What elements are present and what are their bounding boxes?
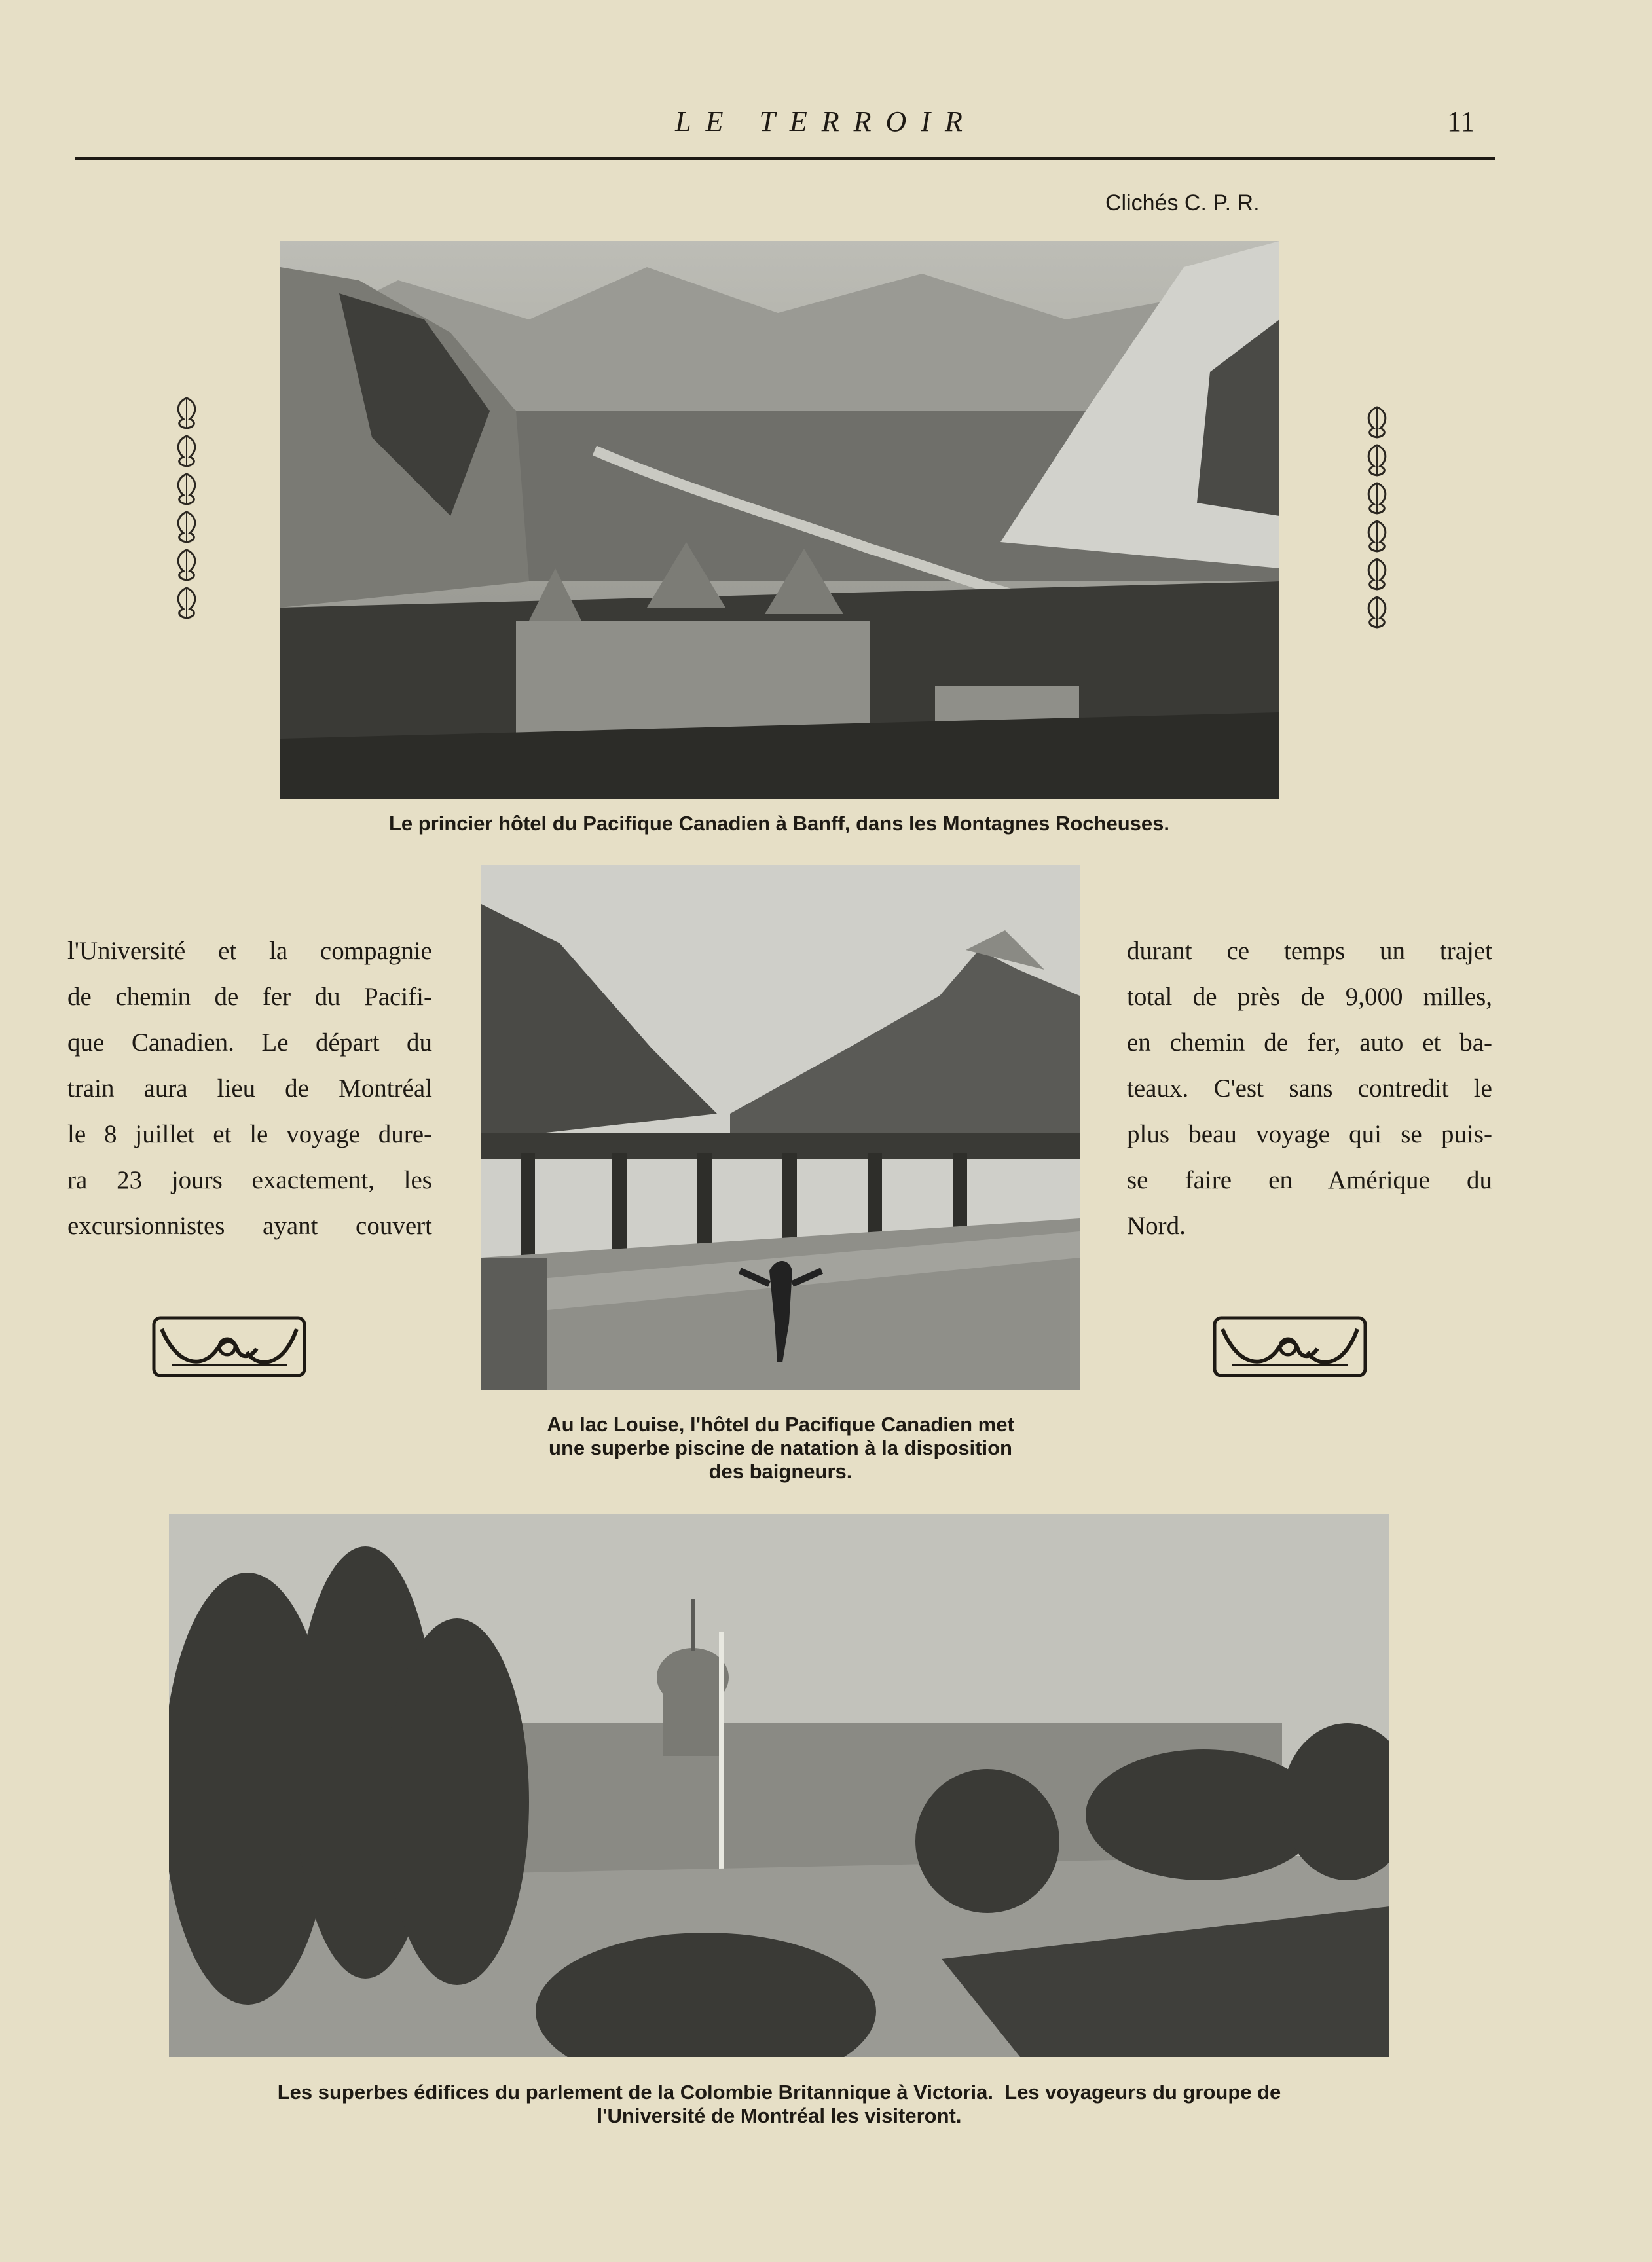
banff-caption: Le princier hôtel du Pacifique Canadien à Banff, dans les Montagnes Rocheuses. — [388, 812, 1170, 835]
art-nouveau-scroll-icon — [152, 1316, 306, 1377]
text-line: durant ce temps un trajet — [1127, 937, 1492, 965]
text-line: que Canadien. Le départ du — [67, 1029, 432, 1057]
right-laurel-ornaments — [1361, 402, 1393, 630]
left-laurel-ornaments — [170, 393, 203, 621]
caption-line: une superbe piscine de natation à la disposition — [549, 1436, 1012, 1459]
text-line: teaux. C'est sans contredit le — [1127, 1074, 1492, 1103]
victoria-parliament-photo — [169, 1514, 1389, 2057]
text-line: le 8 juillet et le voyage dure- — [67, 1120, 432, 1148]
caption-line: Au lac Louise, l'hôtel du Pacifique Canadien met — [547, 1413, 1014, 1436]
laurel-leaf-icon — [170, 545, 203, 583]
text-line: excursionnistes ayant couvert — [67, 1212, 432, 1240]
right-column-text — [1127, 928, 1492, 1249]
laurel-leaf-icon — [1361, 478, 1393, 516]
laurel-leaf-icon — [170, 583, 203, 621]
text-line: plus beau voyage qui se puis- — [1127, 1120, 1492, 1148]
laurel-leaf-icon — [1361, 440, 1393, 478]
lake-louise-pool-photo — [481, 865, 1080, 1390]
left-scroll-ornament — [152, 1316, 306, 1377]
text-line: total de près de 9,000 milles, — [1127, 983, 1492, 1011]
text-line: train aura lieu de Montréal — [67, 1074, 432, 1103]
laurel-leaf-icon — [170, 393, 203, 431]
art-nouveau-scroll-icon — [1213, 1316, 1367, 1377]
banff-hotel-photo — [280, 241, 1279, 799]
page-number: 11 — [1447, 105, 1475, 137]
text-line: en chemin de fer, auto et ba- — [1127, 1029, 1492, 1057]
right-scroll-ornament — [1213, 1316, 1367, 1377]
laurel-leaf-icon — [170, 469, 203, 507]
caption-line: l'Université de Montréal les visiteront. — [597, 2104, 962, 2127]
laurel-leaf-icon — [1361, 402, 1393, 440]
text-line: Nord. — [1127, 1212, 1186, 1240]
photo-credit: Clichés C. P. R. — [1105, 191, 1260, 215]
header-rule — [75, 157, 1495, 160]
laurel-leaf-icon — [1361, 554, 1393, 592]
laurel-leaf-icon — [1361, 592, 1393, 630]
laurel-leaf-icon — [170, 431, 203, 469]
left-column-text — [67, 928, 432, 1249]
laurel-leaf-icon — [170, 507, 203, 545]
text-line: de chemin de fer du Pacifi- — [67, 983, 432, 1011]
victoria-caption — [131, 2081, 1427, 2128]
lake-louise-caption — [458, 1413, 1103, 1484]
caption-line: des baigneurs. — [708, 1460, 853, 1483]
text-line: se faire en Amérique du — [1127, 1166, 1492, 1194]
running-title: LE TERROIR — [675, 105, 977, 137]
text-line: ra 23 jours exactement, les — [67, 1166, 432, 1194]
caption-line: Les superbes édifices du parlement de la Colombie Britannique à Victoria. Les voyageurs du groupe de — [277, 2081, 1281, 2104]
text-line: l'Université et la compagnie — [67, 937, 432, 965]
laurel-leaf-icon — [1361, 516, 1393, 554]
